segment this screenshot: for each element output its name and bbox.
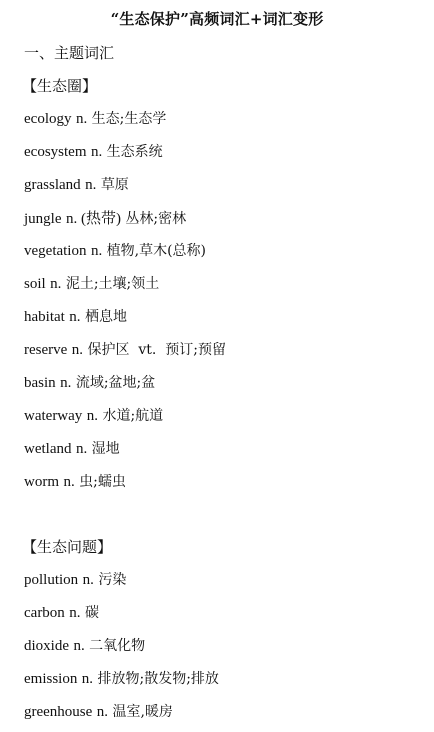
vocab-definition: 排放物;散发物;排放 [97, 671, 219, 687]
vocab-entry [24, 108, 166, 128]
vocab-pos: n. [60, 375, 72, 391]
vocab-pos: n. [69, 605, 81, 621]
vocab-definition: 流域;盆地;盆 [75, 375, 156, 391]
vocab-pos: n. [69, 309, 81, 325]
vocab-pos: n. [81, 671, 94, 687]
vocab-entry [24, 438, 120, 458]
vocab-definition: 温室,暖房 [112, 704, 173, 720]
vocab-word: ecology [24, 111, 72, 127]
category-label-ecosphere: 【生态圈】 [22, 77, 98, 95]
vocab-definition: 水道;航道 [102, 408, 164, 424]
vocab-word: jungle [24, 211, 62, 227]
vocab-definition: 植物,草木(总称) [106, 243, 207, 259]
document-title: “生态保护”高频词汇+词汇变形 [110, 10, 324, 28]
vocab-entry [24, 471, 126, 491]
vocab-definition: 二氧化物 [89, 638, 146, 654]
vocab-word: waterway [24, 408, 83, 424]
vocab-word: reserve [24, 342, 68, 358]
vocab-definition: 生态;生态学 [91, 111, 167, 127]
vocab-pos: n. [73, 638, 85, 654]
vocab-pos: n. [75, 111, 88, 127]
vocab-word: greenhouse [24, 704, 93, 720]
vocab-pos: n. [71, 342, 84, 358]
vocab-pos: n. [50, 276, 62, 292]
vocab-definition: 丛林;密林 [125, 211, 187, 227]
vocab-entry [24, 602, 99, 622]
vocab-entry [24, 569, 126, 589]
vocab-pos: n. [75, 441, 88, 457]
vocab-definition: 草原 [100, 177, 129, 193]
vocab-pos: n. [90, 243, 103, 259]
vocab-definition: 栖息地 [84, 309, 127, 325]
vocab-entry [24, 306, 127, 326]
vocab-entry [24, 339, 226, 359]
vocab-word: habitat [24, 309, 65, 325]
vocab-pos: n. (热带) [65, 211, 121, 227]
vocab-pos: n. [63, 474, 75, 490]
vocab-word: emission [24, 671, 78, 687]
section-heading: 一、主题词汇 [24, 44, 115, 62]
vocab-entry [24, 240, 206, 260]
vocab-entry [24, 372, 155, 392]
vocab-word: basin [24, 375, 56, 391]
vocab-word: vegetation [24, 243, 87, 259]
vocab-definition: 保护区 vt. 预订;预留 [87, 342, 226, 358]
vocab-word: dioxide [24, 638, 69, 654]
vocab-entry [24, 141, 163, 161]
vocab-word: grassland [24, 177, 81, 193]
vocab-entry [24, 174, 129, 194]
vocab-word: pollution [24, 572, 79, 588]
vocab-definition: 泥土;土壤;领土 [65, 276, 160, 292]
vocab-pos: n. [86, 408, 99, 424]
vocab-pos: n. [96, 704, 109, 720]
vocab-word: soil [24, 276, 46, 292]
vocab-word: wetland [24, 441, 72, 457]
vocab-pos: n. [90, 144, 103, 160]
category-label-eco-problems: 【生态问题】 [22, 538, 113, 556]
vocab-entry [24, 635, 145, 655]
vocab-entry [24, 701, 173, 721]
vocab-word: ecosystem [24, 144, 87, 160]
vocab-word: worm [24, 474, 59, 490]
vocab-pos: n. [85, 177, 97, 193]
vocab-definition: 湿地 [91, 441, 120, 457]
vocab-entry [24, 207, 186, 228]
vocab-definition: 生态系统 [106, 144, 163, 160]
vocab-definition: 碳 [84, 605, 99, 621]
vocab-entry [24, 405, 163, 425]
vocab-word: carbon [24, 605, 65, 621]
vocab-definition: 污染 [98, 572, 127, 588]
vocab-entry [24, 273, 159, 293]
vocab-definition: 虫;蠕虫 [79, 474, 126, 490]
vocab-entry [24, 668, 219, 688]
vocab-pos: n. [82, 572, 94, 588]
